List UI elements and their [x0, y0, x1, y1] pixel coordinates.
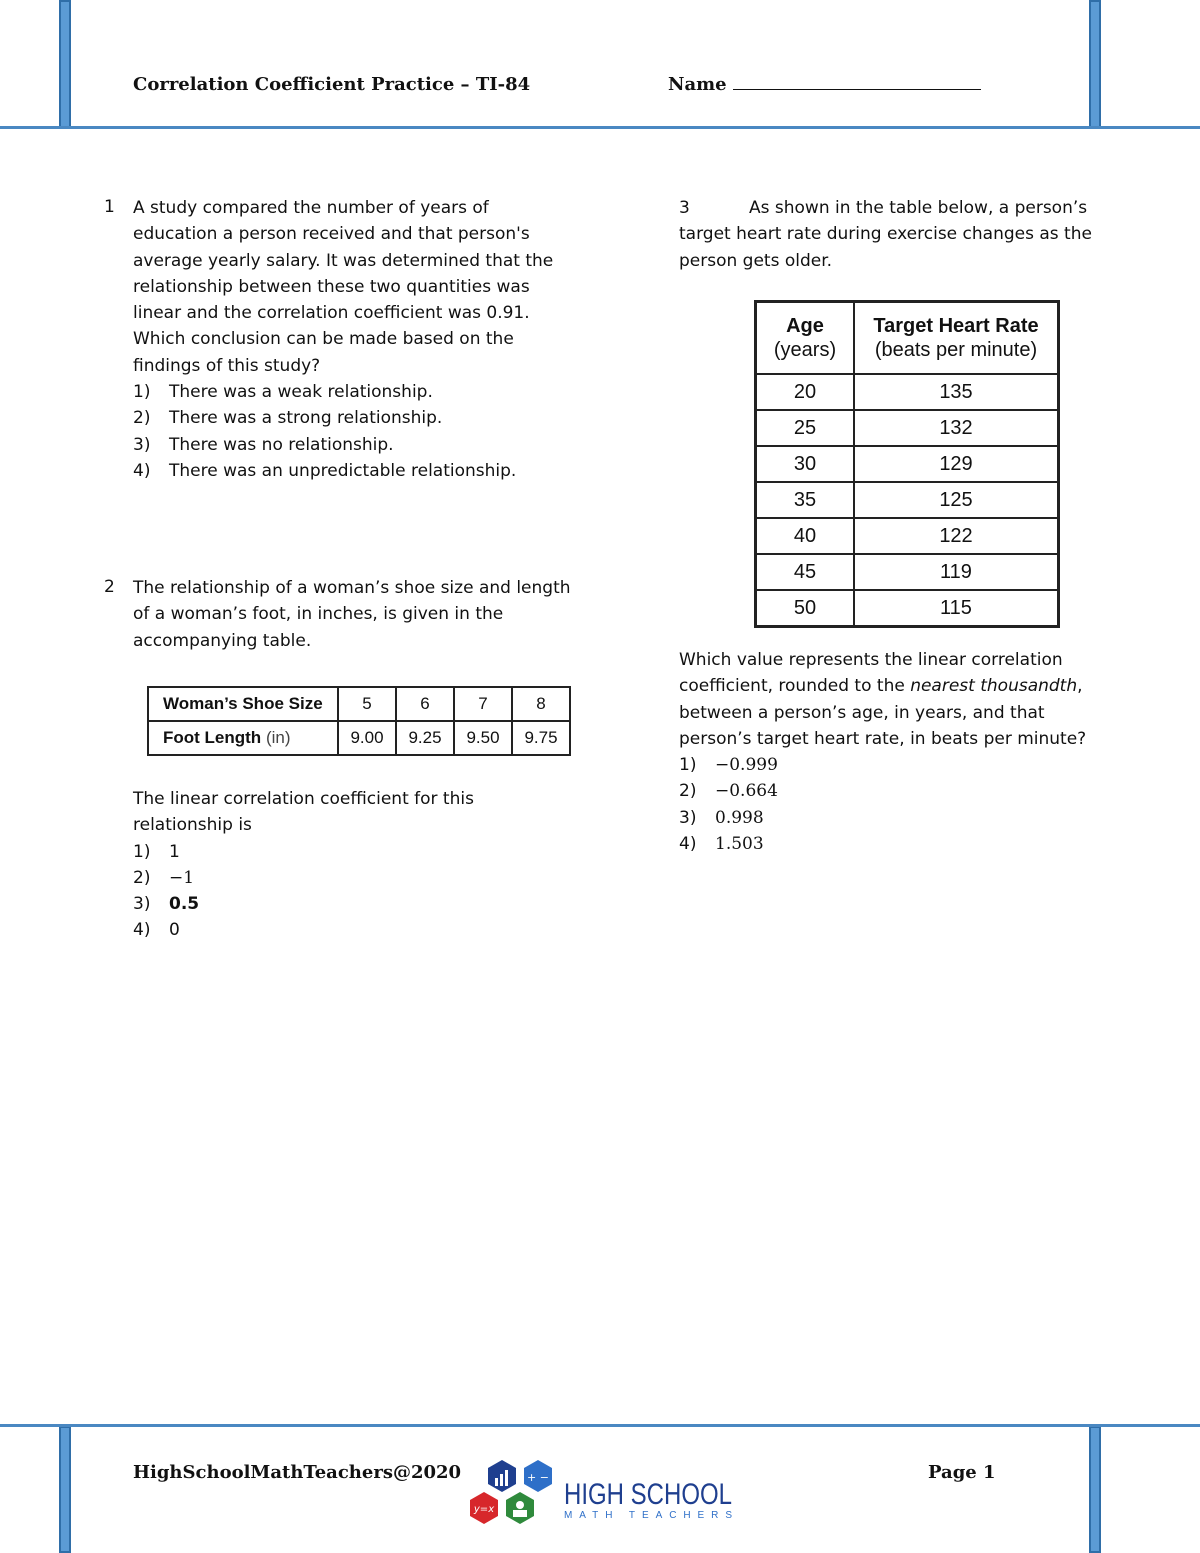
q2-option-1[interactable]: 1) 1	[133, 841, 180, 862]
q1-option-2[interactable]: 2) There was a strong relationship.	[133, 408, 443, 429]
q3-option-1[interactable]: 1) −0.999	[679, 755, 778, 776]
q2-option-4[interactable]: 4) 0	[133, 920, 180, 941]
table-cell: 9.75	[512, 721, 570, 755]
q1-line: Which conclusion can be made based on the	[133, 329, 514, 350]
table-row	[756, 518, 1059, 554]
shoe-size-header: Woman’s Shoe Size	[148, 687, 338, 721]
question-3	[679, 195, 1119, 274]
table-cell: 25	[756, 410, 855, 446]
shoe-size-table	[147, 686, 571, 756]
heart-rate-table	[754, 300, 1060, 628]
q1-line: relationship between these two quantities was	[133, 276, 530, 297]
table-cell: 9.00	[338, 721, 396, 755]
question-2	[133, 575, 613, 654]
q1-line: average yearly salary. It was determined that the	[133, 250, 554, 271]
table-cell: 6	[396, 687, 454, 721]
table-cell: 9.50	[454, 721, 512, 755]
header-rule	[0, 126, 1200, 129]
question-3-followup	[679, 647, 1129, 857]
table-cell: 132	[854, 410, 1059, 446]
q2-line: accompanying table.	[133, 630, 312, 651]
q2-line: The relationship of a woman’s shoe size and length	[133, 578, 571, 598]
q3-option-2[interactable]: 2) −0.664	[679, 781, 778, 802]
high-school-math-teachers-logo	[468, 1458, 748, 1528]
q2-followup-line: The linear correlation coefficient for this	[133, 789, 474, 809]
question-2-followup	[133, 786, 603, 944]
table-row	[148, 687, 570, 721]
table-cell: 119	[854, 554, 1059, 590]
table-cell: 50	[756, 590, 855, 627]
q3-line-1: 3 As shown in the table below, a person’s	[679, 195, 1119, 221]
table-cell: 115	[854, 590, 1059, 627]
logo-badge: y=x	[473, 1504, 495, 1515]
q1-line: A study compared the number of years of	[133, 198, 489, 218]
q3-line: person gets older.	[679, 250, 833, 271]
page-title: Correlation Coefficient Practice – TI-84	[133, 74, 531, 95]
table-cell: 20	[756, 374, 855, 410]
table-cell: 40	[756, 518, 855, 554]
q1-line: education a person received and that person's	[133, 224, 530, 245]
q3-followup-line: coefficient, rounded to the nearest thousandth,	[679, 676, 1083, 697]
table-row	[756, 590, 1059, 627]
logo-line-1: HIGH SCHOOL	[564, 1478, 732, 1511]
q3-followup-line: person’s target heart rate, in beats per minute?	[679, 728, 1087, 749]
footer-rule	[0, 1424, 1200, 1427]
header-left-bar	[59, 0, 71, 128]
table-cell: 7	[454, 687, 512, 721]
footer-copyright: HighSchoolMathTeachers@2020	[133, 1462, 462, 1483]
foot-length-header: Foot Length (in)	[148, 721, 338, 755]
q1-option-3[interactable]: 3) There was no relationship.	[133, 434, 394, 455]
question-2-number: 2	[104, 577, 115, 597]
table-cell: 125	[854, 482, 1059, 518]
page-number: Page 1	[928, 1462, 996, 1483]
table-cell: 45	[756, 554, 855, 590]
table-row	[756, 446, 1059, 482]
q2-followup-line: relationship is	[133, 815, 252, 836]
q3-line: target heart rate during exercise changes as the	[679, 224, 1092, 245]
q3-option-4[interactable]: 4) 1.503	[679, 834, 764, 855]
table-row	[756, 554, 1059, 590]
heart-rate-column-header: Target Heart Rate (beats per minute)	[854, 302, 1059, 375]
q2-option-2[interactable]: 2) −1	[133, 867, 195, 888]
logo-line-2: MATH TEACHERS	[564, 1510, 732, 1521]
age-column-header: Age (years)	[756, 302, 855, 375]
q1-option-1[interactable]: 1) There was a weak relationship.	[133, 382, 433, 403]
table-row	[756, 374, 1059, 410]
name-field	[668, 74, 981, 95]
svg-text:+ −: + −	[527, 1471, 549, 1484]
table-row	[756, 482, 1059, 518]
table-cell: 35	[756, 482, 855, 518]
question-1	[133, 195, 603, 484]
q1-line: linear and the correlation coefficient was 0.91.	[133, 303, 530, 324]
name-blank-line[interactable]	[733, 75, 981, 90]
q2-option-3[interactable]: 3) 0.5	[133, 894, 200, 915]
question-3-number: 3	[679, 198, 690, 218]
q3-followup-line: between a person’s age, in years, and that	[679, 702, 1045, 723]
table-cell: 5	[338, 687, 396, 721]
table-cell: 30	[756, 446, 855, 482]
name-label: Name	[668, 74, 727, 95]
q3-option-3[interactable]: 3) 0.998	[679, 807, 764, 828]
table-header-row	[756, 302, 1059, 375]
q3-followup-line: Which value represents the linear correlation	[679, 650, 1063, 670]
footer-left-bar	[59, 1426, 71, 1553]
question-1-number: 1	[104, 197, 115, 217]
table-cell: 8	[512, 687, 570, 721]
q1-line: findings of this study?	[133, 355, 321, 376]
table-cell: 129	[854, 446, 1059, 482]
table-cell: 122	[854, 518, 1059, 554]
q2-line: of a woman’s foot, in inches, is given in the	[133, 604, 504, 625]
q1-option-4[interactable]: 4) There was an unpredictable relationship.	[133, 460, 517, 481]
footer-right-bar	[1089, 1426, 1101, 1553]
table-cell: 9.25	[396, 721, 454, 755]
table-row	[148, 721, 570, 755]
table-cell: 135	[854, 374, 1059, 410]
header-right-bar	[1089, 0, 1101, 128]
table-row	[756, 410, 1059, 446]
